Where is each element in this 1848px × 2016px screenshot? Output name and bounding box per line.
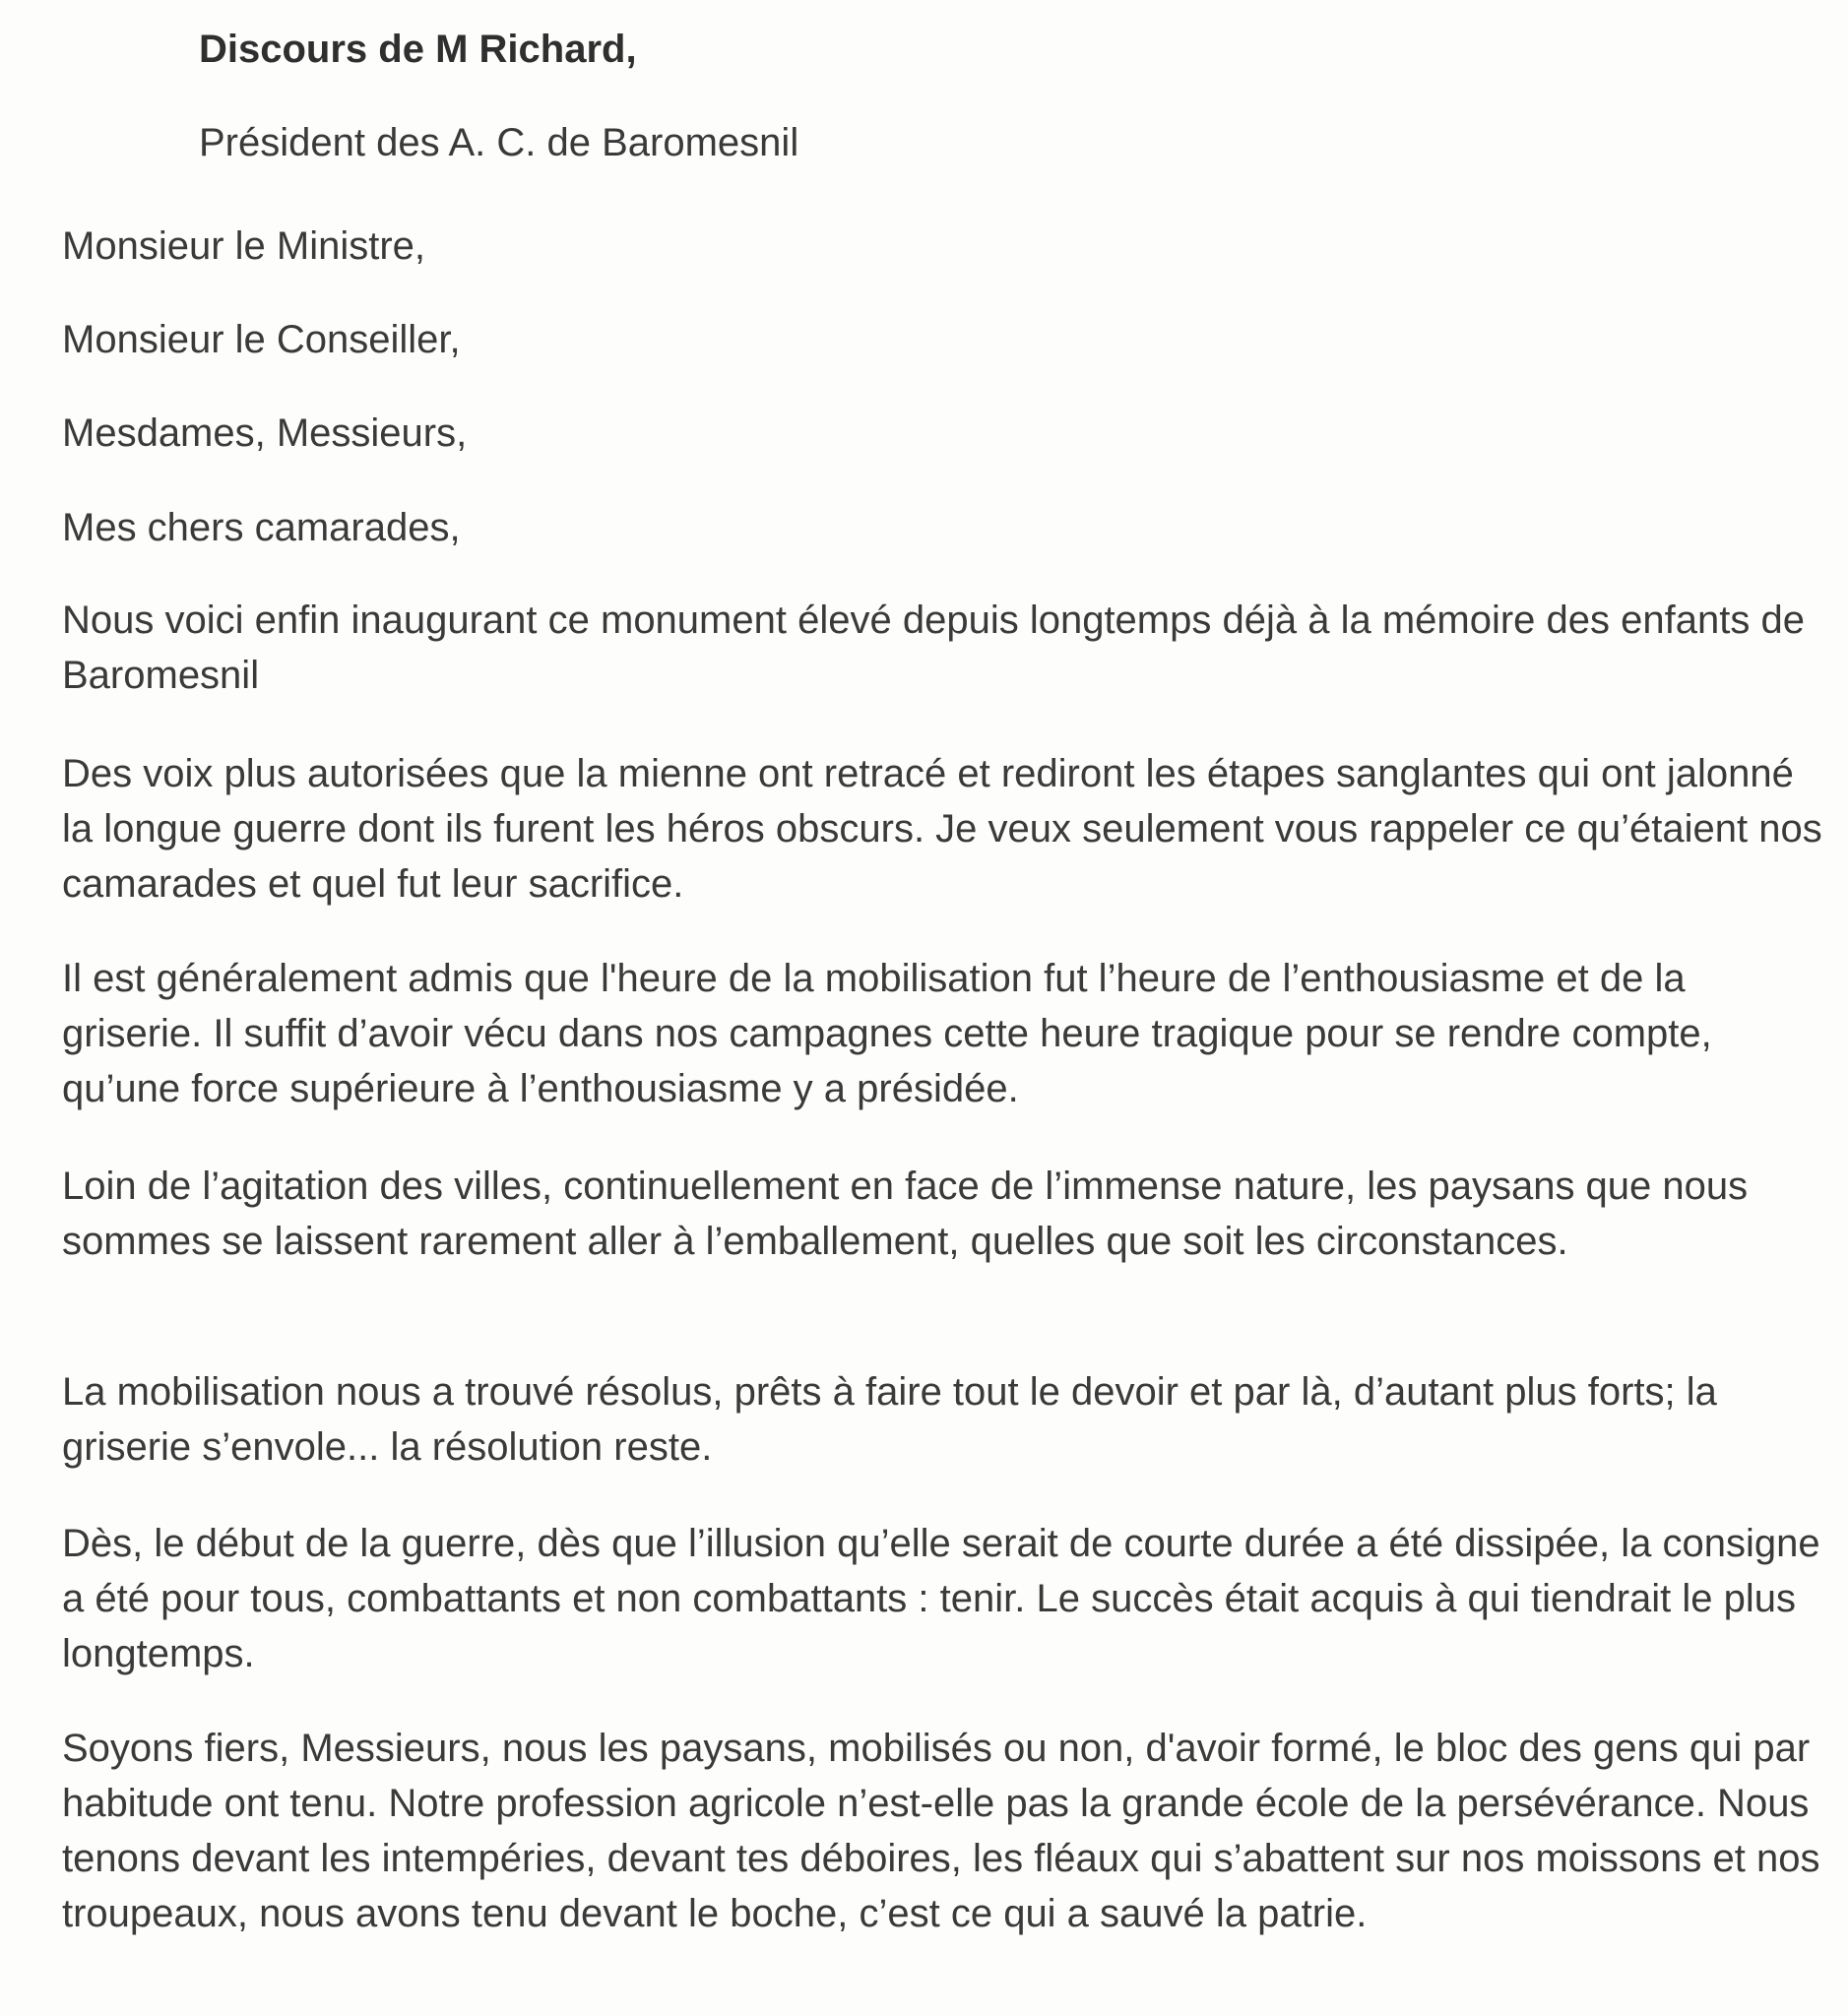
speaker-subtitle: Président des A. C. de Baromesnil	[199, 121, 799, 164]
speech-paragraph: Loin de l’agitation des villes, continuellement en face de l’immense nature, les paysans que nous sommes se laissent rarement aller à l’emballement, quelles que soit les circonstances.	[62, 1165, 1749, 1263]
greeting-line: Mes chers camarades,	[62, 506, 461, 549]
speech-paragraph: Nous voici enfin inaugurant ce monument élevé depuis longtemps déjà à la mémoire des enfants de Baromesnil	[62, 598, 1805, 697]
greeting-line: Monsieur le Conseiller,	[62, 318, 461, 361]
speech-paragraph: Il est généralement admis que l'heure de la mobilisation fut l’heure de l’enthousiasme et de la griserie. Il suffit d’avoir vécu dans nos campagnes cette heure tragique pour se rendre compte, qu’une force supérieure à l’enthousiasme y a présidée.	[62, 957, 1712, 1110]
speech-paragraph: Des voix plus autorisées que la mienne ont retracé et rediront les étapes sanglantes qui ont jalonné la longue guerre dont ils furent les héros obscurs. Je veux seulement vous rappeler ce qu’étaient nos camarades et quel fut leur sacrifice.	[62, 752, 1822, 906]
speech-title: Discours de M Richard,	[199, 28, 637, 71]
greeting-line: Mesdames, Messieurs,	[62, 411, 468, 455]
speech-paragraph: Dès, le début de la guerre, dès que l’illusion qu’elle serait de courte durée a été dissipée, la consigne a été pour tous, combattants et non combattants : tenir. Le succès était acquis à qui tiendrait le plus longtemps.	[62, 1522, 1820, 1675]
greeting-line: Monsieur le Ministre,	[62, 224, 426, 268]
speech-paragraph: La mobilisation nous a trouvé résolus, prêts à faire tout le devoir et par là, d’autant plus forts; la griserie s’envole... la résolution reste.	[62, 1370, 1717, 1469]
speech-paragraph: Soyons fiers, Messieurs, nous les paysans, mobilisés ou non, d'avoir formé, le bloc des gens qui par habitude ont tenu. Notre profession agricole n’est-elle pas la grande école de la persévérance. Nous tenons devant les intempéries, devant tes déboires, les fléaux qui s’abattent sur nos moissons et nos troupeaux, nous avons tenu devant le boche, c’est ce qui a sauvé la patrie.	[62, 1727, 1820, 1935]
